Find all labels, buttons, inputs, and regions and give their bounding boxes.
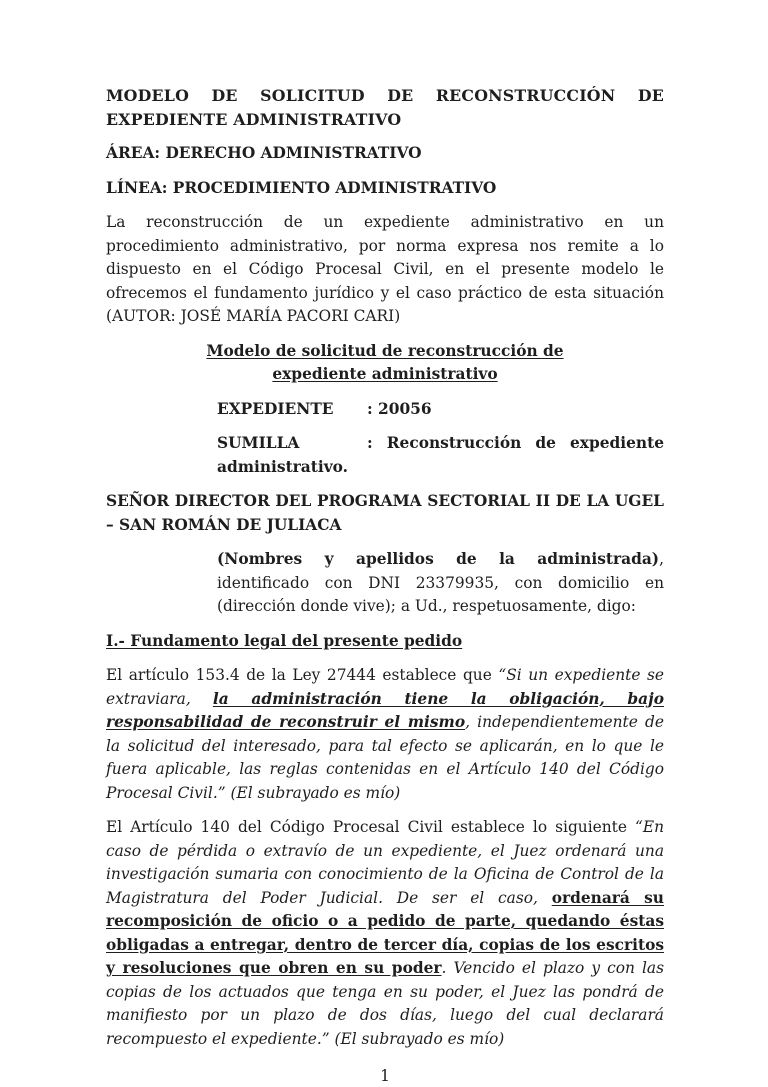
legal-153-quote-close: , independientemente de la solicitud del interesado, para tal efecto se aplicarán, en lo que le fuera aplicable, las reglas contenidas en el Artículo 140 del Código Procesal Civil.” bbox=[106, 713, 664, 802]
legal-140-paragraph bbox=[106, 816, 664, 1051]
expediente-value: : 20056 bbox=[367, 399, 432, 418]
expediente-row bbox=[217, 398, 664, 422]
applicant-block bbox=[217, 548, 664, 619]
applicant-name-placeholder: (Nombres y apellidos de la administrada) bbox=[217, 550, 660, 568]
linea-line: LÍNEA: PROCEDIMIENTO ADMINISTRATIVO bbox=[106, 178, 497, 197]
applicant-paragraph bbox=[217, 548, 664, 619]
legal-153-quote-open: “Si un expediente se extraviara, bbox=[106, 666, 664, 708]
area-line: ÁREA: DERECHO ADMINISTRATIVO bbox=[106, 144, 422, 162]
document-title: MODELO DE SOLICITUD DE RECONSTRUCCIÓN DE EXPEDIENTE ADMINISTRATIVO bbox=[106, 86, 664, 129]
addressee-paragraph: SEÑOR DIRECTOR DEL PROGRAMA SECTORIAL II DE LA UGEL – SAN ROMÁN DE JULIACA bbox=[106, 492, 664, 534]
page-number: 1 bbox=[380, 1067, 390, 1085]
sumilla-row bbox=[217, 432, 664, 479]
model-heading: Modelo de solicitud de reconstrucción de expediente administrativo bbox=[206, 341, 564, 383]
legal-153-note: (El subrayado es mío) bbox=[230, 783, 401, 802]
legal-140-intro: El Artículo 140 del Código Procesal Civil establece lo siguiente bbox=[106, 818, 635, 836]
legal-153-intro: El artículo 153.4 de la Ley 27444 establece que bbox=[106, 666, 499, 684]
legal-140-note: (El subrayado es mío) bbox=[334, 1029, 505, 1048]
case-reference-block bbox=[217, 398, 664, 480]
sumilla-label: SUMILLA bbox=[217, 434, 300, 452]
applicant-details: , identificado con DNI 23379935, con domicilio en (dirección donde vive); a Ud., respetuosamente, digo: bbox=[217, 550, 664, 615]
intro-paragraph: La reconstrucción de un expediente administrativo en un procedimiento administrativo, por norma expresa nos remite a lo dispuesto en el Código Procesal Civil, en el presente modelo le ofrecemos el fundamento jurídico y el caso práctico de esta situación (AUTOR: JOSÉ MARÍA PACORI CARI) bbox=[106, 213, 664, 325]
legal-153-emphasis: la administración tiene la obligación, bajo responsabilidad de reconstruir el mismo bbox=[106, 689, 664, 731]
legal-153-paragraph bbox=[106, 664, 664, 805]
legal-140-emphasis: ordenará su recomposición de oficio o a pedido de parte, quedando éstas obligadas a entregar, dentro de tercer día, copias de los escritos y resoluciones que obren en su poder bbox=[106, 888, 665, 977]
legal-140-quote-close: . Vencido el plazo y con las copias de los actuados que tenga en su poder, el Juez las pondrá de manifiesto por un plazo de dos días, luego del cual declarará recompuesto el expediente.” bbox=[106, 959, 664, 1048]
section1-heading: I.- Fundamento legal del presente pedido bbox=[106, 631, 463, 650]
expediente-label: EXPEDIENTE bbox=[217, 399, 334, 418]
legal-140-quote-open: “En caso de pérdida o extravío de un expediente, el Juez ordenará una investigación sumaria con conocimiento de la Oficina de Control de la Magistratura del Poder Judicial. De ser el caso, bbox=[106, 818, 664, 907]
sumilla-value: : Reconstrucción de expediente administrativo. bbox=[217, 434, 664, 476]
